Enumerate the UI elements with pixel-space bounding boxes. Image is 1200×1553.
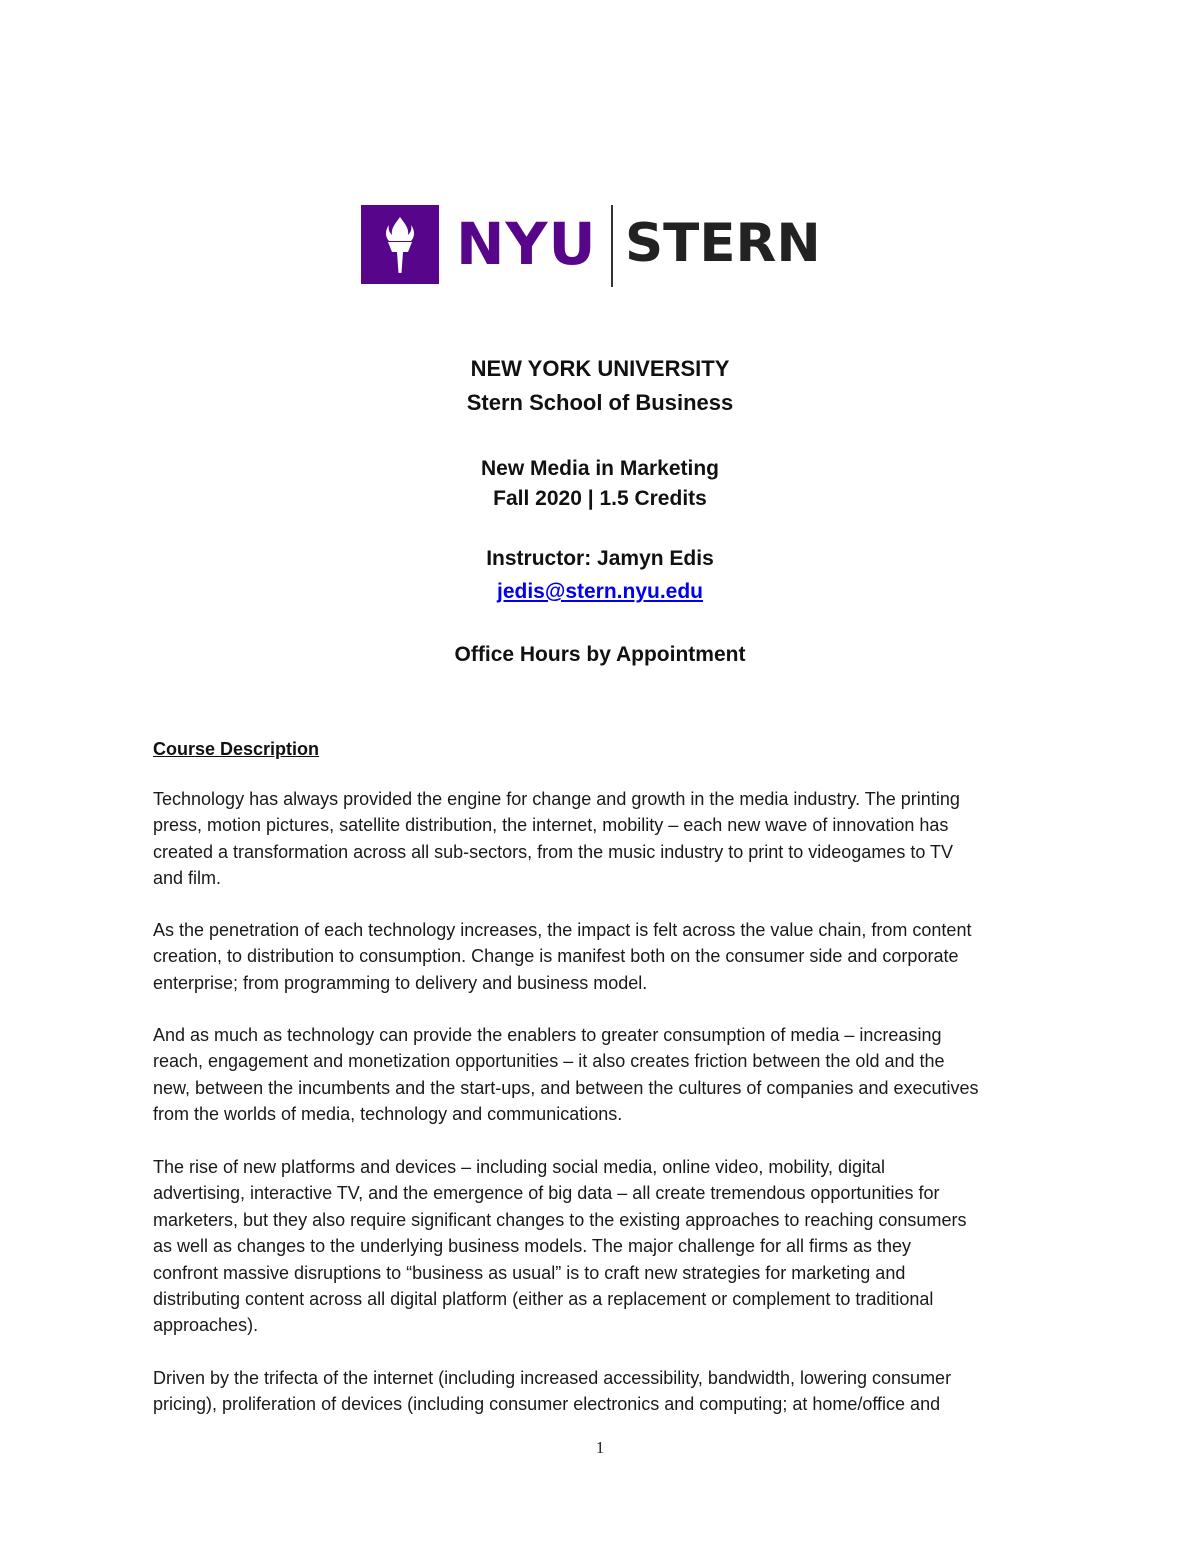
paragraph-line: advertising, interactive TV, and the emergence of big data – all create tremendous opportunities for bbox=[153, 1183, 940, 1204]
paragraph-line: approaches). bbox=[153, 1315, 259, 1336]
paragraph-line: marketers, but they also require significant changes to the existing approaches to reaching consumers bbox=[153, 1209, 967, 1230]
paragraph-2 bbox=[153, 917, 1073, 996]
office-hours: Office Hours by Appointment bbox=[454, 643, 746, 666]
paragraph-line: new, between the incumbents and the start-ups, and between the cultures of companies and executives bbox=[153, 1077, 979, 1098]
paragraph-5 bbox=[153, 1365, 1073, 1418]
paragraph-line: as well as changes to the underlying business models. The major challenge for all firms as they bbox=[153, 1236, 912, 1257]
instructor-email-link[interactable]: jedis@stern.nyu.edu bbox=[496, 580, 704, 603]
paragraph-line: Driven by the trifecta of the internet (including increased accessibility, bandwidth, lowering consumer bbox=[153, 1368, 952, 1388]
section-heading-course-description: Course Description bbox=[153, 739, 320, 759]
paragraph-line: press, motion pictures, satellite distribution, the internet, mobility – each new wave of innovation has bbox=[153, 815, 949, 836]
paragraph-line: As the penetration of each technology increases, the impact is felt across the value chain, from content bbox=[153, 920, 972, 940]
paragraph-line: distributing content across all digital platform (either as a replacement or complement to traditional bbox=[153, 1289, 934, 1310]
logo-wordmark-stern: STERN bbox=[625, 213, 821, 274]
paragraph-line: Technology has always provided the engine for change and growth in the media industry. The printing bbox=[153, 789, 960, 809]
paragraph-line: from the worlds of media, technology and communications. bbox=[153, 1104, 623, 1125]
paragraph-line: enterprise; from programming to delivery and business model. bbox=[153, 972, 648, 993]
instructor-name: Instructor: Jamyn Edis bbox=[486, 547, 714, 570]
instructor-email-row bbox=[0, 579, 1200, 605]
nyu-stern-logo bbox=[361, 205, 841, 287]
paragraph-line: The rise of new platforms and devices – including social media, online video, mobility, digital bbox=[153, 1157, 886, 1177]
university-name: NEW YORK UNIVERSITY bbox=[470, 356, 730, 381]
paragraph-1 bbox=[153, 786, 1073, 892]
torch-icon bbox=[361, 205, 439, 284]
paragraph-line: pricing), proliferation of devices (including consumer electronics and computing; at home/office and bbox=[153, 1394, 941, 1415]
logo-divider bbox=[611, 205, 613, 287]
school-name: Stern School of Business bbox=[466, 390, 734, 415]
paragraph-line: And as much as technology can provide the enablers to greater consumption of media – increasing bbox=[153, 1025, 942, 1045]
page-number: 1 bbox=[595, 1438, 605, 1457]
paragraph-line: reach, engagement and monetization opportunities – it also creates friction between the old and the bbox=[153, 1051, 945, 1072]
paragraph-line: and film. bbox=[153, 868, 222, 889]
paragraph-line: creation, to distribution to consumption. Change is manifest both on the consumer side and corporate bbox=[153, 946, 959, 967]
course-title: New Media in Marketing bbox=[480, 457, 720, 480]
paragraph-4 bbox=[153, 1154, 1073, 1339]
paragraph-line: confront massive disruptions to “business as usual” is to craft new strategies for marketing and bbox=[153, 1262, 906, 1283]
term-credits: Fall 2020 | 1.5 Credits bbox=[493, 487, 707, 510]
logo-wordmark-nyu: NYU bbox=[456, 210, 597, 278]
paragraph-3 bbox=[153, 1022, 1073, 1128]
paragraph-line: created a transformation across all sub-sectors, from the music industry to print to videogames to TV bbox=[153, 841, 954, 862]
